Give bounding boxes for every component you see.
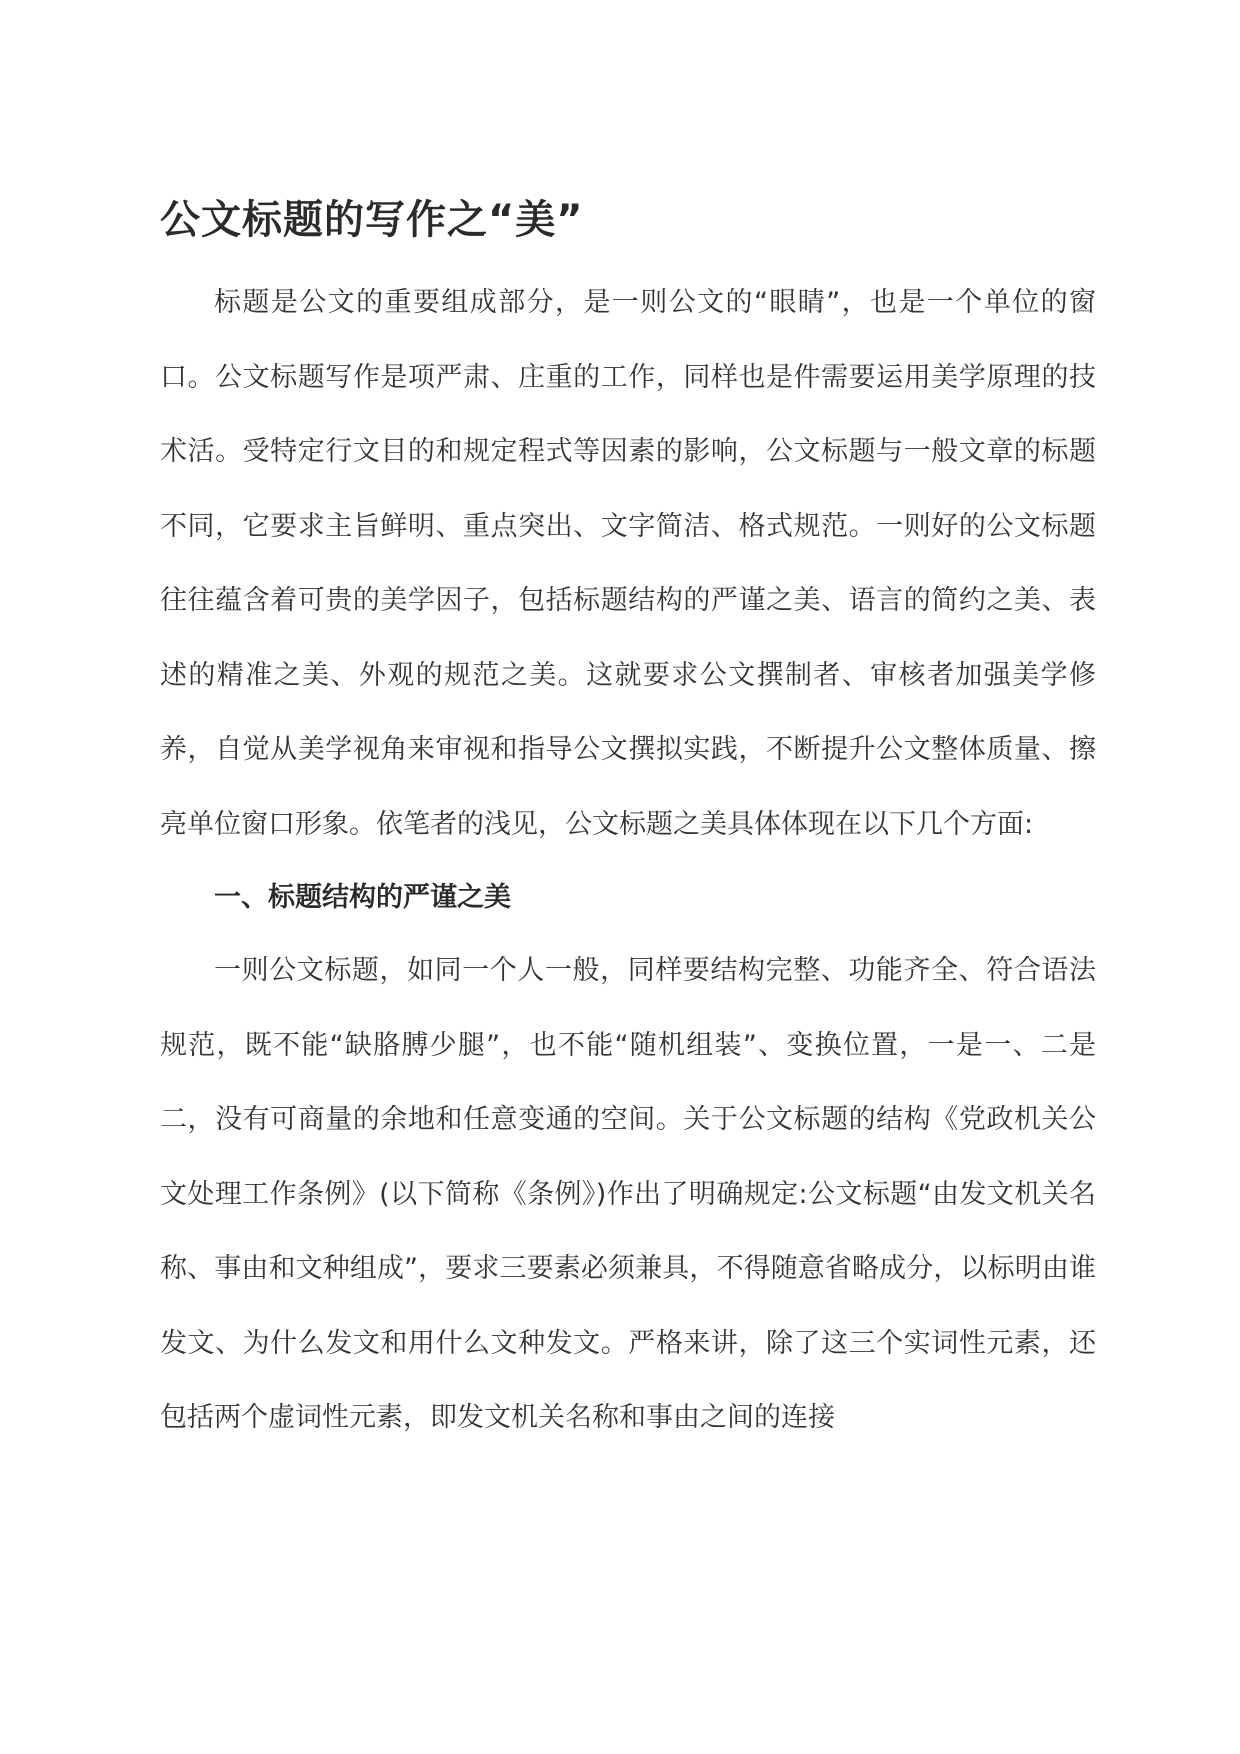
section-heading: 一、标题结构的严谨之美 [214,882,511,913]
document-page [160,196,1096,1456]
intro-paragraph: 标题是公文的重要组成部分，是一则公文的“眼睛”，也是一个单位的窗口。公文标题写作是项严肃、庄重的工作，同样也是件需要运用美学原理的技术活。受特定行文目的和规定程式等因素的影响，公文标题与一般文章的标题不同，它要求主旨鲜明、重点突出、文字简洁、格式规范。一则好的公文标题往往蕴含着可贵的美学因子，包括标题结构的严谨之美、语言的简约之美、表述的精准之美、外观的规范之美。这就要求公文撰制者、审核者加强美学修养，自觉从美学视角来审视和指导公文撰拟实践，不断提升公文整体质量、擦亮单位窗口形象。依笔者的浅见，公文标题之美具体体现在以下几个方面: [160,287,1096,840]
document-title: 公文标题的写作之“美” [160,197,584,243]
section-body-paragraph: 一则公文标题，如同一个人一般，同样要结构完整、功能齐全、符合语法规范，既不能“缺胳膊少腿”，也不能“随机组装”、变换位置，一是一、二是二，没有可商量的余地和任意变通的空间。关于公文标题的结构《党政机关公文处理工作条例》(以下简称《条例》)作出了明确规定:公文标题“由发文机关名称、事由和文种组成”，要求三要素必须兼具，不得随意省略成分，以标明由谁发文、为什么发文和用什么文种发文。严格来讲，除了这三个实词性元素，还包括两个虚词性元素，即发文机关名称和事由之间的连接 [160,955,1096,1433]
